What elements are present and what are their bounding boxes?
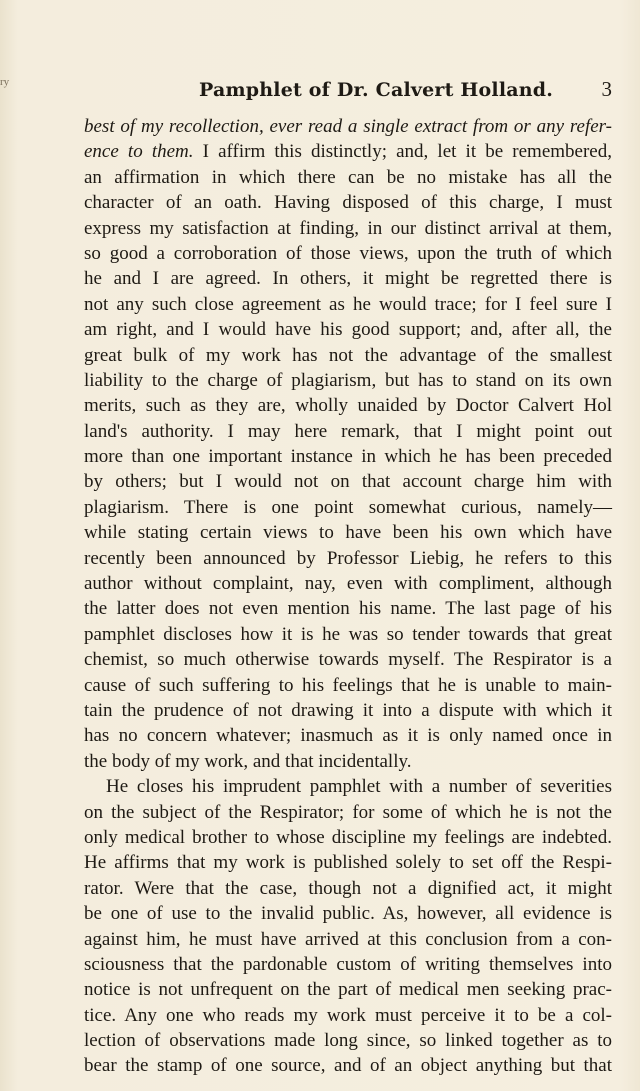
text-line	[84, 444, 612, 469]
text-line	[84, 546, 612, 571]
line-text: cause of such suffering to his feelings that he is unable to main-	[84, 674, 612, 696]
running-header	[84, 75, 612, 105]
text-line	[84, 952, 612, 977]
line-text: lection of observations made long since, so linked together as to	[84, 1030, 612, 1052]
text-line	[84, 571, 612, 596]
text-line	[84, 419, 612, 444]
line-text: am right, and I would have his good support; and, after all, the	[84, 319, 612, 341]
text-line	[84, 749, 612, 774]
text-line	[84, 317, 612, 342]
line-text: tain the prudence of not drawing it into a dispute with which it	[84, 699, 612, 721]
line-text: while stating certain views to have been his own which have	[84, 522, 612, 544]
text-line	[84, 876, 612, 901]
text-line	[84, 723, 612, 748]
line-text: against him, he must have arrived at this conclusion from a con-	[84, 928, 612, 950]
line-text: liability to the charge of plagiarism, but has to stand on its own	[84, 369, 612, 391]
text-line	[84, 343, 612, 368]
line-text: pamphlet discloses how it is he was so tender towards that great	[84, 623, 612, 645]
text-line	[84, 190, 612, 215]
text-line	[84, 927, 612, 952]
line-text: He closes his imprudent pamphlet with a number of severities	[106, 776, 612, 798]
line-text: author without complaint, nay, even with compliment, although	[84, 573, 612, 595]
text-line	[84, 647, 612, 672]
text-line	[84, 469, 612, 494]
line-text: He affirms that my work is published solely to set off the Respi-	[84, 852, 612, 874]
margin-mark: ry	[0, 76, 10, 88]
text-line	[84, 774, 612, 799]
line-text: an affirmation in which there can be no mistake has all the	[84, 166, 612, 188]
line-text: bear the stamp of one source, and of an object anything but that	[84, 1055, 612, 1077]
text-line	[84, 241, 612, 266]
text-line	[84, 825, 612, 850]
text-line	[84, 673, 612, 698]
italic-span: best of my recollection, ever read a single extract from or any refer-	[84, 116, 612, 137]
line-text: I affirm this distinctly; and, let it be remembered,	[193, 141, 612, 163]
line-text: not any such close agreement as he would trace; for I feel sure I	[84, 293, 612, 315]
running-title: Pamphlet of Dr. Calvert Holland.	[199, 79, 554, 101]
text-line	[84, 622, 612, 647]
text-line	[84, 850, 612, 875]
line-text: the latter does not even mention his name. The last page of his	[84, 598, 612, 620]
text-line	[84, 495, 612, 520]
line-text: merits, such as they are, wholly unaided by Doctor Calvert Hol	[84, 395, 612, 417]
line-text: express my satisfaction at finding, in our distinct arrival at them,	[84, 217, 612, 239]
line-text: sciousness that the pardonable custom of writing themselves into	[84, 953, 612, 975]
line-text: he and I are agreed. In others, it might be regretted there is	[84, 268, 612, 290]
text-line	[84, 901, 612, 926]
text-line	[84, 139, 612, 164]
body-text	[84, 114, 612, 1079]
text-line	[84, 114, 612, 139]
text-line	[84, 977, 612, 1002]
line-text: on the subject of the Respirator; for some of which he is not the	[84, 801, 612, 823]
line-text: so good a corroboration of those views, upon the truth of which	[84, 242, 612, 264]
line-text: by others; but I would not on that account charge him with	[84, 471, 612, 493]
line-text: notice is not unfrequent on the part of medical men seeking prac-	[84, 979, 612, 1001]
text-line	[84, 1003, 612, 1028]
text-line	[84, 266, 612, 291]
line-text: has no concern whatever; inasmuch as it is only named once in	[84, 725, 612, 747]
line-text: character of an oath. Having disposed of this charge, I must	[84, 192, 612, 214]
text-line	[84, 292, 612, 317]
text-line	[84, 216, 612, 241]
line-text: more than one important instance in which he has been preceded	[84, 446, 612, 468]
line-text: be one of use to the invalid public. As, however, all evidence is	[84, 903, 612, 925]
text-line	[84, 596, 612, 621]
line-text: rator. Were that the case, though not a dignified act, it might	[84, 877, 612, 899]
text-line	[84, 1028, 612, 1053]
line-text: recently been announced by Professor Liebig, he refers to this	[84, 547, 612, 569]
text-line	[84, 520, 612, 545]
text-line	[84, 393, 612, 418]
line-text: tice. Any one who reads my work must perceive it to be a col-	[84, 1004, 612, 1026]
line-text: great bulk of my work has not the advantage of the smallest	[84, 344, 612, 366]
line-text: chemist, so much otherwise towards myself. The Respirator is a	[84, 649, 612, 671]
text-line	[84, 368, 612, 393]
page-number: 3	[601, 77, 612, 101]
text-line	[84, 1053, 612, 1078]
line-text: land's authority. I may here remark, that I might point out	[84, 420, 612, 442]
italic-span: ence to them.	[84, 141, 194, 163]
text-line	[84, 698, 612, 723]
text-line	[84, 165, 612, 190]
text-line	[84, 800, 612, 825]
line-text: plagiarism. There is one point somewhat curious, namely—	[84, 496, 612, 518]
line-text: only medical brother to whose discipline my feelings are indebted.	[84, 826, 612, 848]
line-text: the body of my work, and that incidentally.	[84, 750, 412, 772]
